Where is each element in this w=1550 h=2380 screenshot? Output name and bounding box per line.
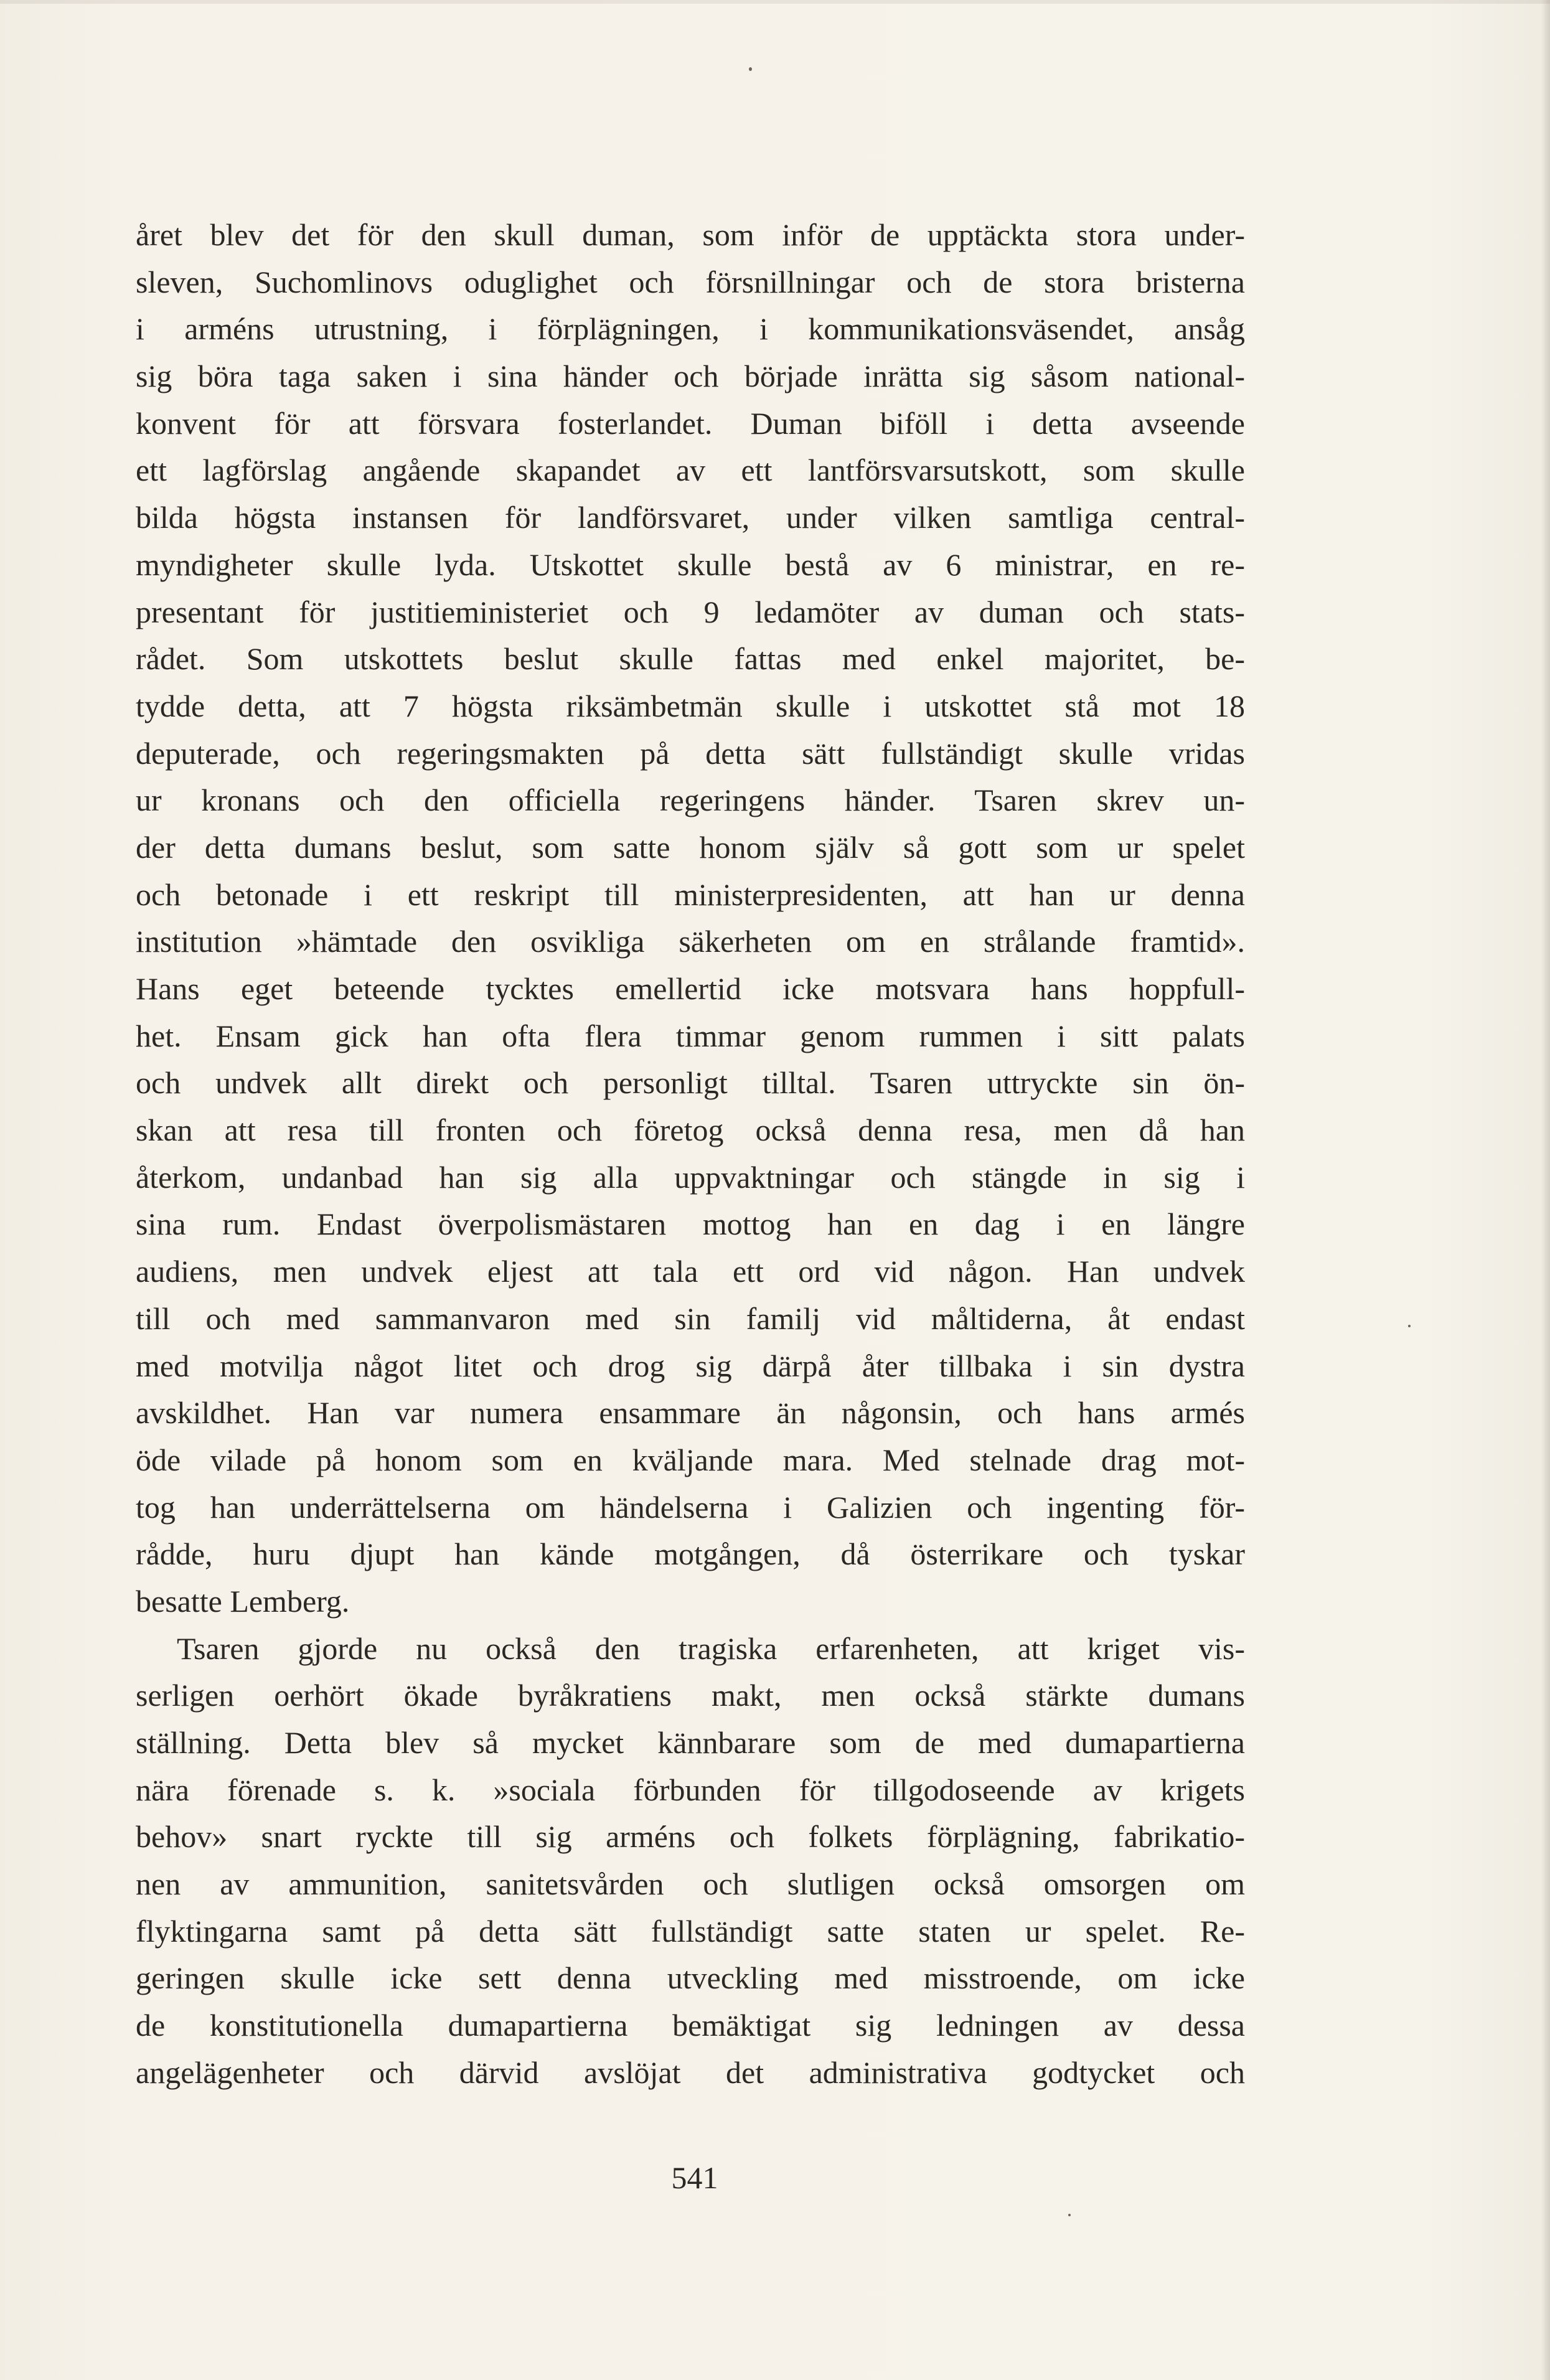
text-line: sina rum. Endast överpolismästaren mottog han en dag i en längre — [136, 1206, 1245, 1242]
text-line: skan att resa till fronten och företog också denna resa, men då han — [136, 1112, 1245, 1148]
text-line: rådde, huru djupt han kände motgången, då österrikare och tyskar — [136, 1536, 1245, 1572]
text-line: tog han underrättelserna om händelserna i Galizien och ingenting för- — [136, 1489, 1245, 1525]
text-line: flyktingarna samt på detta sätt fullständigt satte staten ur spelet. Re- — [136, 1913, 1245, 1949]
text-line: Hans eget beteende tycktes emellertid icke motsvara hans hoppfull- — [136, 971, 1245, 1006]
text-line: ur kronans och den officiella regeringens händer. Tsaren skrev un- — [136, 783, 1245, 818]
text-line: besatte Lemberg. — [136, 1583, 350, 1619]
page-number: 541 — [671, 2160, 718, 2195]
text-line: angelägenheter och därvid avslöjat det administrativa godtycket och — [136, 2054, 1245, 2090]
text-line: geringen skulle icke sett denna utveckling med misstroende, om icke — [136, 1960, 1245, 1996]
text-line: till och med sammanvaron med sin familj vid måltiderna, åt endast — [136, 1301, 1245, 1336]
text-line: myndigheter skulle lyda. Utskottet skulle bestå av 6 ministrar, en re- — [136, 547, 1245, 582]
text-line: sig böra taga saken i sina händer och började inrätta sig såsom national- — [136, 359, 1245, 394]
text-line: konvent för att försvara fosterlandet. Duman biföll i detta avseende — [136, 405, 1245, 441]
text-line: deputerade, och regeringsmakten på detta sätt fullständigt skulle vridas — [136, 735, 1245, 771]
text-line: nen av ammunition, sanitetsvården och slutligen också omsorgen om — [136, 1866, 1245, 1902]
text-line: bilda högsta instansen för landförsvaret, under vilken samtliga central- — [136, 500, 1245, 535]
text-line: tydde detta, att 7 högsta riksämbetmän skulle i utskottet stå mot 18 — [136, 688, 1245, 723]
text-line: audiens, men undvek eljest att tala ett ord vid någon. Han undvek — [136, 1254, 1245, 1289]
text-line: rådet. Som utskottets beslut skulle fattas med enkel majoritet, be- — [136, 641, 1245, 677]
text-line: och betonade i ett reskript till ministerpresidenten, att han ur denna — [136, 877, 1245, 912]
text-line: presentant för justitieministeriet och 9 ledamöter av duman och stats- — [136, 594, 1245, 629]
text-line: avskildhet. Han var numera ensammare än någonsin, och hans armés — [136, 1395, 1245, 1431]
ink-speck — [1408, 1325, 1411, 1327]
text-line: öde vilade på honom som en kväljande mara. Med stelnade drag mot- — [136, 1442, 1245, 1477]
text-line: de konstitutionella dumapartierna bemäktigat sig ledningen av dessa — [136, 2008, 1245, 2043]
text-line: ställning. Detta blev så mycket kännbarare som de med dumapartierna — [136, 1725, 1245, 1760]
ink-speck — [749, 67, 752, 71]
text-line: med motvilja något litet och drog sig därpå åter tillbaka i sin dystra — [136, 1348, 1245, 1383]
text-line: i arméns utrustning, i förplägningen, i kommunikationsväsendet, ansåg — [136, 311, 1245, 347]
text-line: året blev det för den skull duman, som inför de upptäckta stora under- — [136, 217, 1245, 252]
page-top-edge — [0, 0, 1550, 4]
text-line: sleven, Suchomlinovs oduglighet och försnillningar och de stora bristerna — [136, 264, 1245, 299]
text-line: ett lagförslag angående skapandet av ett lantförsvarsutskott, som skulle — [136, 453, 1245, 488]
text-line: nära förenade s. k. »sociala förbunden för tillgodoseende av krigets — [136, 1772, 1245, 1807]
body-text — [136, 212, 1245, 2097]
text-line: serligen oerhört ökade byråkratiens makt, men också stärkte dumans — [136, 1678, 1245, 1713]
ink-speck — [1068, 2214, 1071, 2216]
page-right-edge — [1541, 0, 1550, 2380]
text-line: het. Ensam gick han ofta flera timmar genom rummen i sitt palats — [136, 1018, 1245, 1053]
text-line: Tsaren gjorde nu också den tragiska erfarenheten, att kriget vis- — [177, 1630, 1245, 1666]
text-line: der detta dumans beslut, som satte honom själv så gott som ur spelet — [136, 829, 1245, 865]
text-line: och undvek allt direkt och personligt tilltal. Tsaren uttryckte sin ön- — [136, 1065, 1245, 1101]
text-line: behov» snart ryckte till sig arméns och folkets förplägning, fabrikatio- — [136, 1819, 1245, 1855]
text-line: återkom, undanbad han sig alla uppvaktningar och stängde in sig i — [136, 1159, 1245, 1195]
text-line: institution »hämtade den osvikliga säkerheten om en strålande framtid». — [136, 924, 1245, 959]
